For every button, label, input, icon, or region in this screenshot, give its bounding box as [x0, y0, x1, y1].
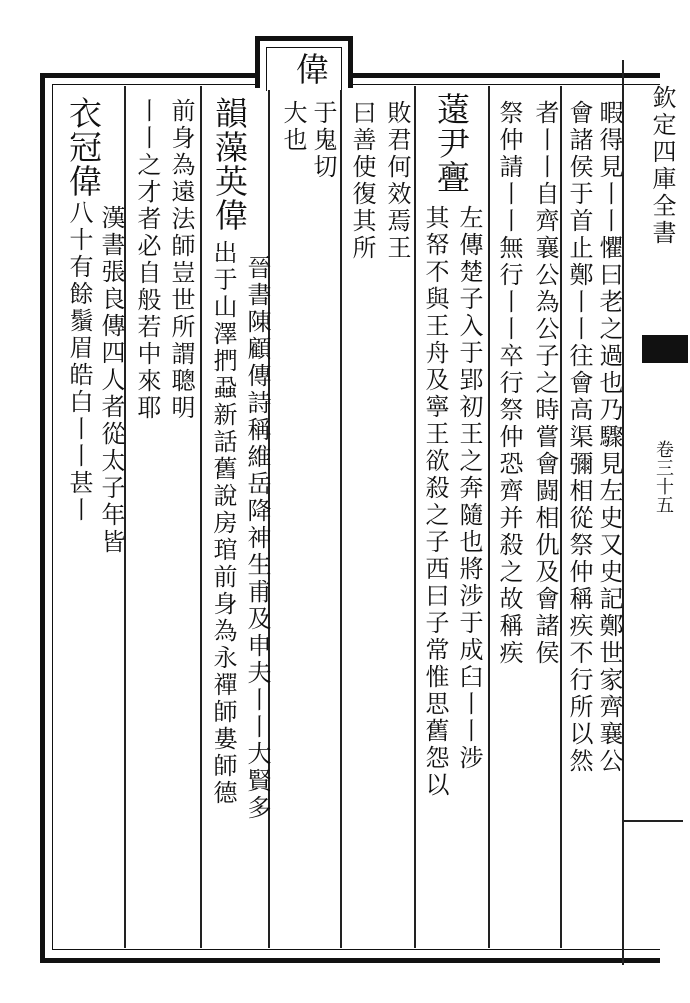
heading-character: 偉	[291, 52, 330, 86]
text-column-7: 敗君何效焉王	[383, 100, 411, 262]
text-column-14: 漢書張良傳四人者從太子年皆	[97, 205, 125, 556]
entry-heading: 韻藻英偉	[210, 96, 249, 232]
volume-label: 卷三十五	[653, 440, 674, 514]
pronunciation-note: 于鬼切	[309, 100, 337, 181]
text-column-12: 前身為遠法師豈世所謂聰明	[167, 98, 195, 422]
text-column-4: 祭仲請丨丨無行丨丨卒行祭仲恐齊并殺之故稱疾	[495, 100, 523, 667]
book-title: 欽定四庫全書	[648, 85, 676, 247]
text-column-11: 出于山澤捫蝨新話舊說房琯前身為永禪師婁師德	[209, 240, 237, 807]
entry-heading: 薳尹亹	[432, 92, 471, 194]
column-divider	[200, 86, 202, 948]
text-column-10: 晉書陳顧傳詩稱維岳降神生甫及申夫丨丨大賢多	[243, 255, 271, 822]
fishtail-mark	[642, 335, 688, 363]
column-divider	[340, 90, 342, 948]
text-column-5: 左傳楚子入于郢初王之奔隨也將涉于成臼丨丨涉	[455, 205, 483, 772]
column-divider	[488, 86, 490, 948]
definition-note: 大也	[279, 100, 307, 154]
entry-heading: 衣冠偉	[64, 96, 103, 198]
text-column-2: 會諸侯于首止鄭丨丨往會高渠彌相從祭仲稱疾不行所以然	[565, 100, 593, 775]
text-column-8: 曰善使復其所	[348, 100, 376, 262]
text-column-13: 丨丨之才者必自般若中來耶	[133, 98, 161, 422]
text-column-6: 其帑不與王舟及寧王欲殺之子西曰子常惟思舊怨以	[421, 205, 449, 799]
margin-rule	[623, 820, 683, 822]
text-column-3: 者丨丨自齊襄公為公子之時嘗會闘相仇及會諸侯	[531, 100, 559, 667]
text-column-15: 八十有餘鬚眉皓白丨丨甚丨	[65, 200, 93, 524]
text-column-1: 暇得見丨丨懼曰老之過也乃驟見左史又史記鄭世家齊襄公	[595, 100, 623, 775]
